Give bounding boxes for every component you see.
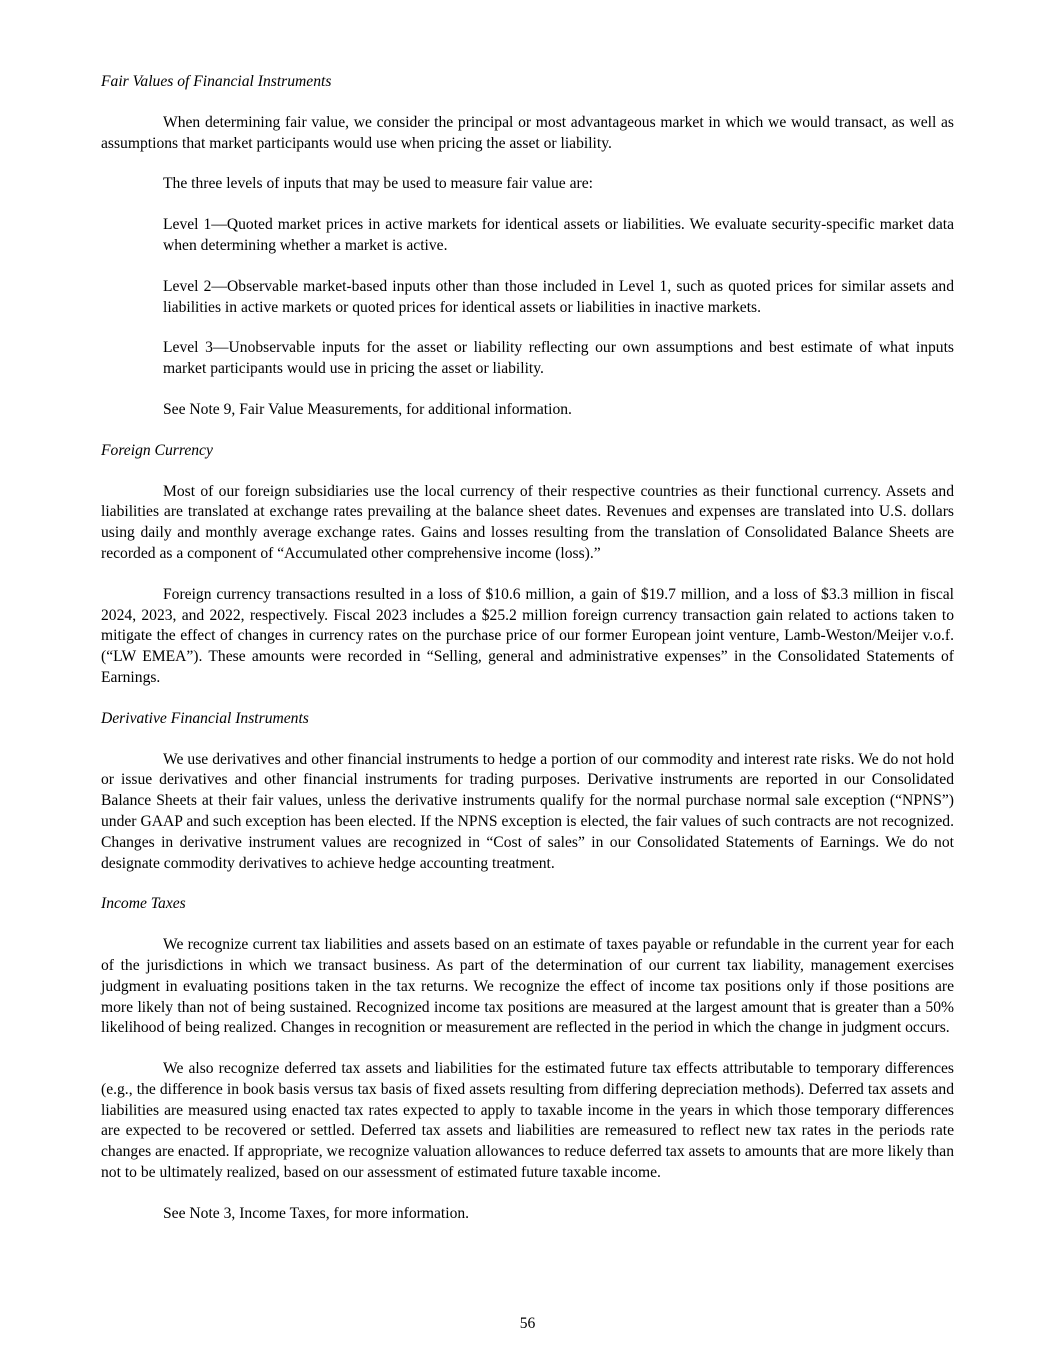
paragraph: We recognize current tax liabilities and assets based on an estimate of taxes payable or refundable in the current year for each of the jurisdictions in which we transact business. As part of the determination of our current tax liability, management exercises judgment in evaluating positions taken in the tax returns. We recognize the effect of income tax positions only if those positions are more likely than not of being sustained. Recognized income tax positions are measured at the largest amount that is greater than a 50% likelihood of being realized. Changes in recognition or measurement are reflected in the period in which the change in judgment occurs.	[101, 936, 954, 1037]
section-heading-foreign-currency: Foreign Currency	[101, 441, 213, 459]
levels-intro: The three levels of inputs that may be used to measure fair value are:	[163, 175, 593, 193]
paragraph: We also recognize deferred tax assets and liabilities for the estimated future tax effects attributable to temporary differences (e.g., the difference in book basis versus tax basis of fixed assets resulting from differing depreciation methods). Deferred tax assets and liabilities are measured using enacted tax rates expected to apply to taxable income in the years in which those temporary differences are expected to be recovered or settled. Deferred tax assets and liabilities are remeasured to reflect new tax rates in the periods rate changes are enacted. If appropriate, we recognize valuation allowances to reduce deferred tax assets to amounts that are more likely than not to be ultimately realized, based on our assessment of estimated future taxable income.	[101, 1060, 954, 1182]
see-note-3: See Note 3, Income Taxes, for more information.	[163, 1204, 470, 1222]
level-2-item: Level 2—Observable market-based inputs other than those included in Level 1, such as quoted prices for similar assets and liabilities in active markets or quoted prices for identical assets or liabilities in inactive markets.	[163, 277, 954, 316]
section-heading-income-taxes: Income Taxes	[101, 895, 186, 913]
paragraph: When determining fair value, we consider the principal or most advantageous market in which we would transact, as well as assumptions that market participants would use when pricing the asset or liability.	[101, 113, 954, 152]
paragraph: We use derivatives and other financial instruments to hedge a portion of our commodity and interest rate risks. We do not hold or issue derivatives and other financial instruments for trading purposes. Derivative instruments are reported in our Consolidated Balance Sheets at their fair values, unless the derivative instruments qualify for the normal purchase normal sale exception (“NPNS”) under GAAP and such exception has been elected. If the NPNS exception is elected, the fair values of such contracts are not recognized. Changes in derivative instrument values are recognized in “Cost of sales” in our Consolidated Statements of Earnings. We do not designate commodity derivatives to achieve hedge accounting treatment.	[101, 750, 954, 872]
section-heading-fair-values: Fair Values of Financial Instruments	[101, 73, 332, 90]
page-number: 56	[519, 1315, 536, 1332]
level-1-item: Level 1—Quoted market prices in active markets for identical assets or liabilities. We evaluate security-specific market data when determining whether a market is active.	[163, 216, 954, 254]
see-note-9: See Note 9, Fair Value Measurements, for additional information.	[163, 400, 572, 418]
paragraph: Foreign currency transactions resulted in a loss of $10.6 million, a gain of $19.7 million, and a loss of $3.3 million in fiscal 2024, 2023, and 2022, respectively. Fiscal 2023 includes a $25.2 million foreign currency transaction gain related to actions taken to mitigate the effect of changes in currency rates on the purchase price of our former European joint venture, Lamb-Weston/Meijer v.o.f. (“LW EMEA”). These amounts were recorded in “Selling, general and administrative expenses” in the Consolidated Statements of Earnings.	[101, 585, 954, 686]
level-3-item: Level 3—Unobservable inputs for the asset or liability reflecting our own assumptions and best estimate of what inputs market participants would use in pricing the asset or liability.	[163, 339, 954, 378]
section-heading-derivatives: Derivative Financial Instruments	[101, 709, 309, 727]
paragraph: Most of our foreign subsidiaries use the local currency of their respective countries as their functional currency. Assets and liabilities are translated at exchange rates prevailing at the balance sheet dates. Revenues and expenses are translated into U.S. dollars using daily and monthly average exchange rates. Gains and losses resulting from the translation of Consolidated Balance Sheets are recorded as a component of “Accumulated other comprehensive income (loss).”	[101, 482, 954, 562]
document-body	[101, 72, 954, 1245]
